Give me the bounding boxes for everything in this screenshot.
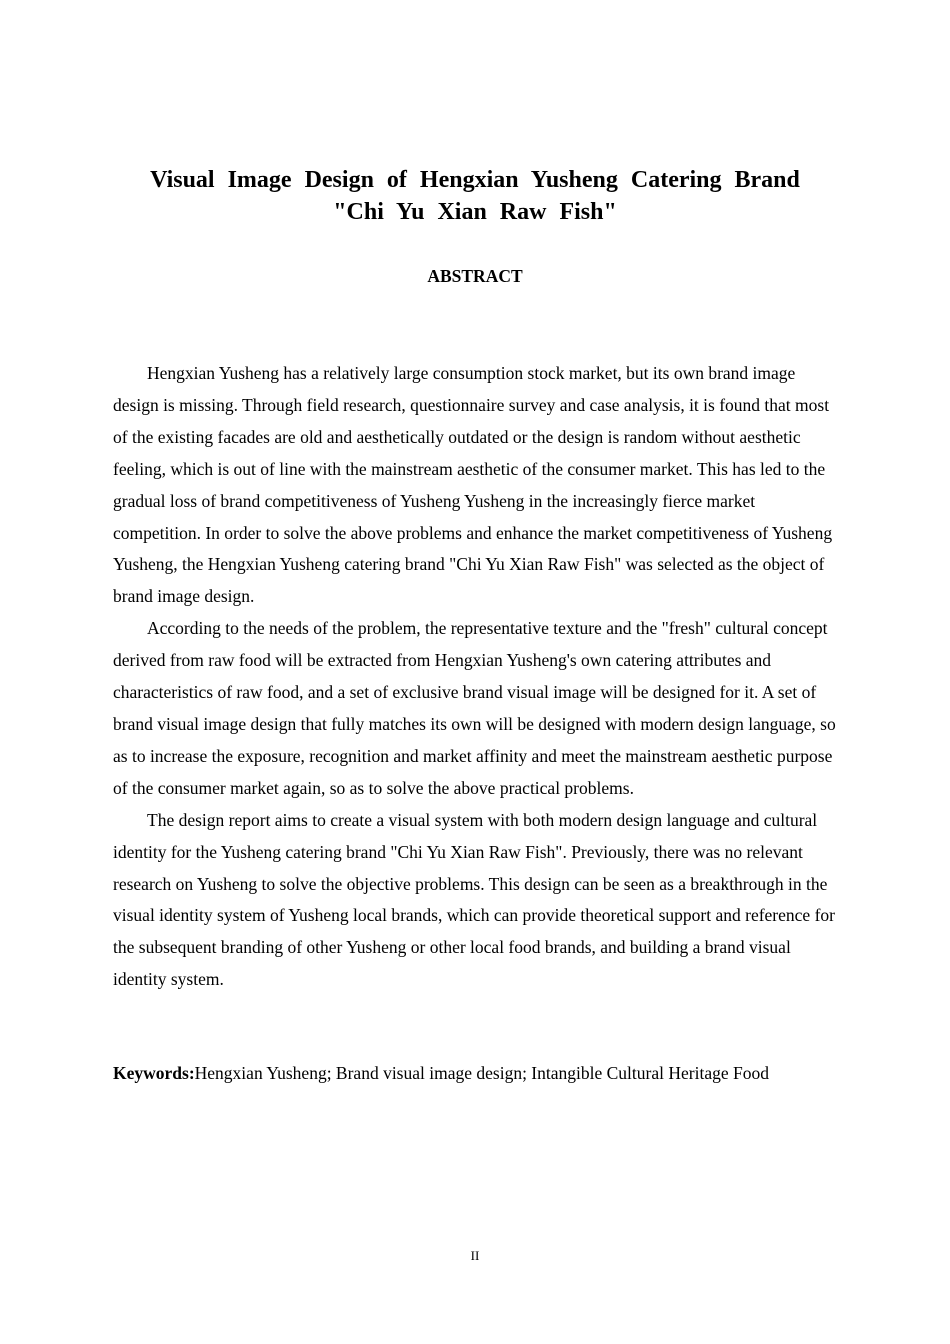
title-line-2: "Chi Yu Xian Raw Fish" bbox=[333, 199, 617, 225]
keywords-label: Keywords: bbox=[113, 1063, 195, 1083]
document-title bbox=[133, 164, 817, 228]
abstract-heading: ABSTRACT bbox=[427, 266, 523, 286]
keywords-line bbox=[113, 1058, 853, 1088]
keywords-text: Hengxian Yusheng; Brand visual image design; Intangible Cultural Heritage Food bbox=[194, 1063, 769, 1083]
abstract-paragraph-1: Hengxian Yusheng has a relatively large consumption stock market, but its own brand image design is missing. Through field research, questionnaire survey and case analysis, it is found that most of the existing facades are old and aesthetically outdated or the design is random without aesthetic feeling, which is out of line with the mainstream aesthetic of the consumer market. This has led to the gradual loss of brand competitiveness of Yusheng Yusheng in the increasingly fierce market competition. In order to solve the above problems and enhance the market competitiveness of Yusheng Yusheng, the Hengxian Yusheng catering brand "Chi Yu Xian Raw Fish" was selected as the object of brand image design. bbox=[113, 363, 833, 607]
page-number: II bbox=[470, 1248, 480, 1263]
title-line-1: Visual Image Design of Hengxian Yusheng Catering Brand bbox=[150, 167, 800, 193]
abstract-body bbox=[113, 358, 837, 996]
abstract-paragraph-3: The design report aims to create a visual system with both modern design language and cultural identity for the Yusheng catering brand "Chi Yu Xian Raw Fish". Previously, there was no relevant research on Yusheng to solve the objective problems. This design can be seen as a breakthrough in the visual identity system of Yusheng local brands, which can provide theoretical support and reference for the subsequent branding of other Yusheng or other local food brands, and building a brand visual identity system. bbox=[113, 809, 835, 990]
abstract-paragraph-2: According to the needs of the problem, the representative texture and the "fresh" cultural concept derived from raw food will be extracted from Hengxian Yusheng's own catering attributes and characteristics of raw food, and a set of exclusive brand visual image will be designed for it. A set of brand visual image design that fully matches its own will be designed with modern design language, so as to increase the exposure, recognition and market affinity and meet the mainstream aesthetic purpose of the consumer market again, so as to solve the above practical problems. bbox=[113, 618, 836, 798]
